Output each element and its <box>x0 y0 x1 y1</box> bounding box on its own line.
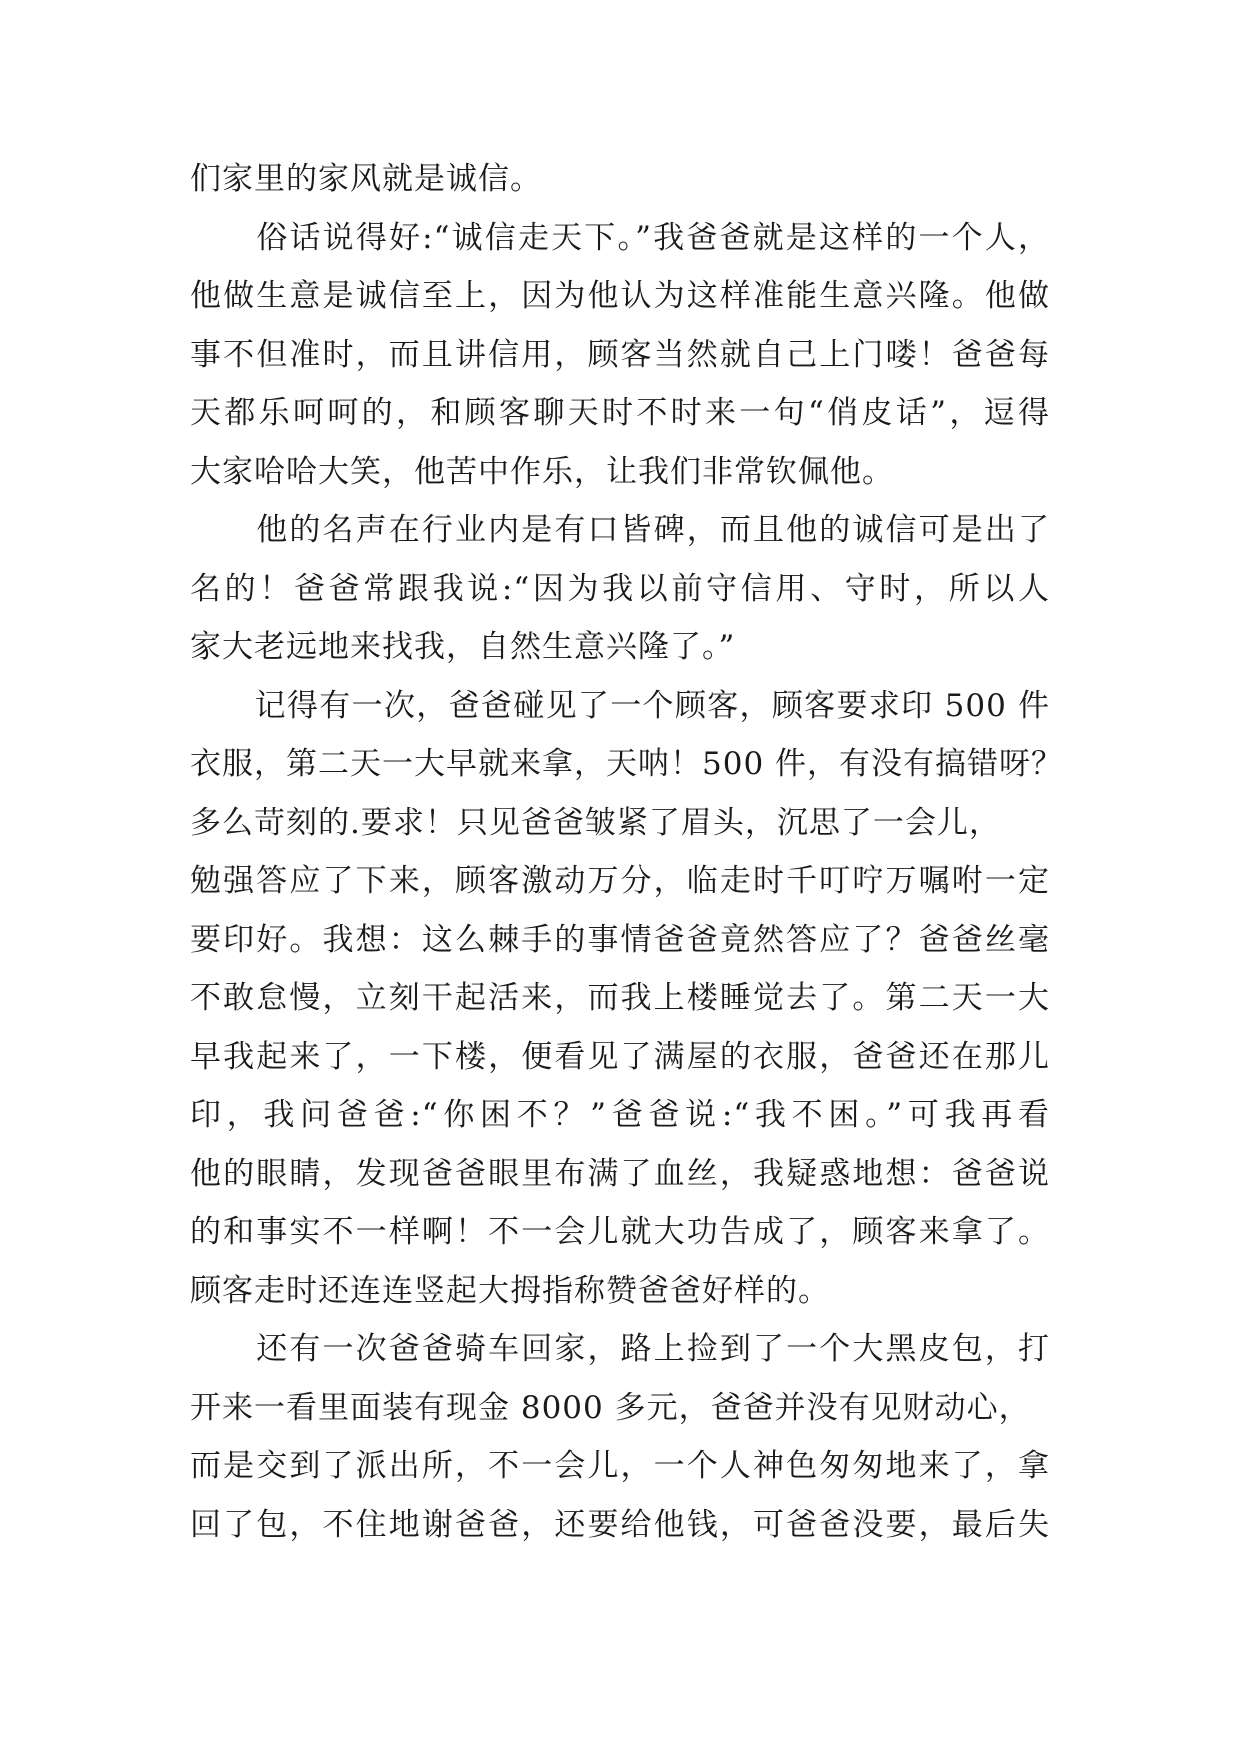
text-line: 他的眼睛，发现爸爸眼里布满了血丝，我疑惑地想：爸爸说 <box>190 1155 1050 1192</box>
text-line: 开来一看里面装有现金 8000 多元，爸爸并没有见财动心， <box>190 1389 1031 1426</box>
text-line: 记得有一次，爸爸碰见了一个顾客，顾客要求印 500 件 <box>190 687 1050 724</box>
text-line: 勉强答应了下来，顾客激动万分，临走时千叮咛万嘱咐一定 <box>190 863 1050 899</box>
text-line: 不敢怠慢，立刻干起活来，而我上楼睡觉去了。第二天一大 <box>190 980 1050 1016</box>
text-line: 多么苛刻的.要求！只见爸爸皱紧了眉头，沉思了一会儿， <box>190 804 1001 841</box>
text-line: 要印好。我想：这么棘手的事情爸爸竟然答应了？爸爸丝毫 <box>190 921 1050 958</box>
text-line: 天都乐呵呵的，和顾客聊天时不时来一句“俏皮话”，逗得 <box>190 395 1050 431</box>
text-line: 的和事实不一样啊！不一会儿就大功告成了，顾客来拿了。 <box>190 1214 1050 1250</box>
text-line: 俗话说得好:“诚信走天下。”我爸爸就是这样的一个人， <box>190 219 1050 256</box>
text-line: 回了包，不住地谢爸爸，还要给他钱，可爸爸没要，最后失 <box>190 1506 1050 1543</box>
text-line: 大家哈哈大笑，他苦中作乐，让我们非常钦佩他。 <box>190 453 894 490</box>
text-line: 家大老远地来找我，自然生意兴隆了。” <box>190 629 736 665</box>
text-line: 还有一次爸爸骑车回家，路上捡到了一个大黑皮包，打 <box>190 1331 1050 1367</box>
text-line: 们家里的家风就是诚信。 <box>190 161 542 197</box>
text-line: 印，我问爸爸:“你困不？”爸爸说:“我不困。”可我再看 <box>190 1097 1050 1133</box>
text-line: 顾客走时还连连竖起大拇指称赞爸爸好样的。 <box>190 1272 830 1309</box>
text-line: 衣服，第二天一大早就来拿，天呐！500 件，有没有搞错呀？ <box>190 746 1064 782</box>
text-line: 名的！爸爸常跟我说:“因为我以前守信用、守时，所以人 <box>190 570 1050 607</box>
text-line: 早我起来了，一下楼，便看见了满屋的衣服，爸爸还在那儿 <box>190 1038 1050 1075</box>
text-line: 他做生意是诚信至上，因为他认为这样准能生意兴隆。他做 <box>190 278 1050 314</box>
text-line: 而是交到了派出所，不一会儿，一个人神色匆匆地来了，拿 <box>190 1448 1050 1484</box>
text-line: 事不但准时，而且讲信用，顾客当然就自己上门喽！爸爸每 <box>190 336 1050 373</box>
body-text <box>190 150 1064 1554</box>
text-line: 他的名声在行业内是有口皆碑，而且他的诚信可是出了 <box>190 512 1050 548</box>
